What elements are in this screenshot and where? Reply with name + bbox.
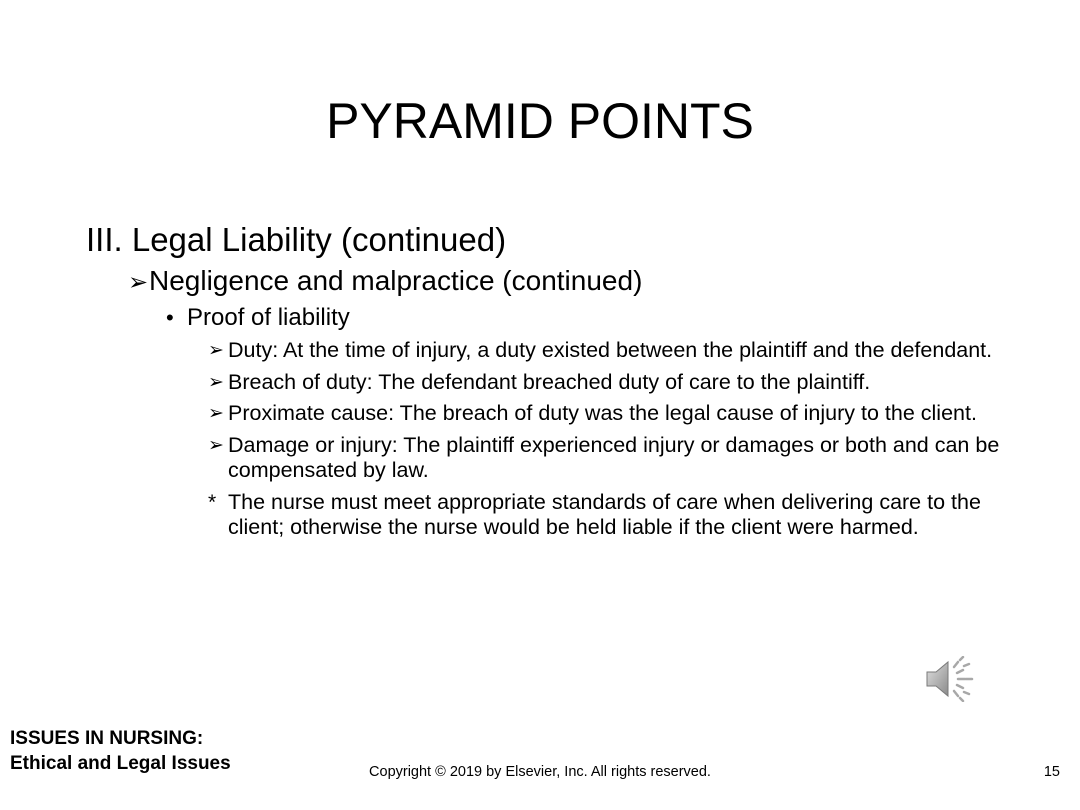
arrow-bullet-icon: ➢	[208, 340, 224, 361]
arrow-bullet-icon: ➢	[128, 269, 149, 296]
point-text: Duty: At the time of injury, a duty existed between the plaintiff and the defendant.	[228, 338, 993, 362]
point-text: Proximate cause: The breach of duty was the legal cause of injury to the client.	[228, 401, 977, 425]
arrow-bullet-icon: ➢	[208, 371, 224, 393]
book-title-line2: Ethical and Legal Issues	[10, 753, 231, 774]
list-item	[208, 401, 1008, 427]
slide-title: PYRAMID POINTS	[326, 93, 754, 149]
copyright-notice: Copyright © 2019 by Elsevier, Inc. All rights reserved.	[369, 764, 711, 780]
list-item	[208, 490, 1008, 541]
asterisk-bullet-icon: *	[208, 490, 217, 514]
point-text: Damage or injury: The plaintiff experienced injury or damages or both and can be compensated by law.	[228, 432, 1000, 482]
point-text: The nurse must meet appropriate standards of care when delivering care to the client; otherwise the nurse would be held liable if the client were harmed.	[228, 489, 981, 539]
arrow-bullet-icon: ➢	[208, 403, 224, 424]
arrow-bullet-icon: ➢	[208, 434, 224, 456]
point-text: Breach of duty: The defendant breached duty of care to the plaintiff.	[228, 369, 871, 394]
dot-bullet-icon: •	[166, 305, 174, 330]
subheading	[128, 263, 642, 301]
book-title-line1: ISSUES IN NURSING:	[10, 728, 204, 749]
speaker-icon[interactable]	[924, 656, 974, 702]
topic-text: Proof of liability	[187, 304, 350, 331]
page-number: 15	[1043, 764, 1060, 780]
list-item	[208, 370, 1008, 396]
topic	[166, 302, 350, 334]
liability-points-list	[208, 338, 1008, 547]
subheading-text: Negligence and malpractice (continued)	[149, 265, 643, 296]
section-heading: III. Legal Liability (continued)	[86, 221, 507, 258]
list-item	[208, 338, 1008, 364]
list-item	[208, 433, 1008, 484]
